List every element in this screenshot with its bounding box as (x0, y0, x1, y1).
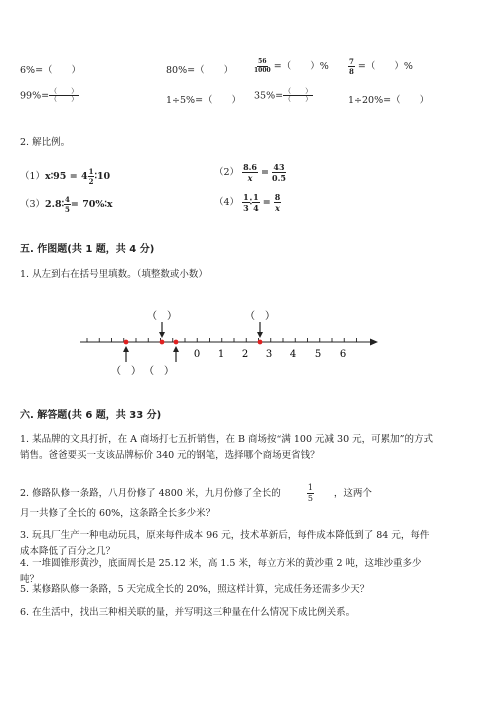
blank-fraction[interactable]: （ ） （ ） (284, 87, 313, 104)
fraction: $\frac{1}{5}$ (307, 483, 313, 503)
answer-blank[interactable]: （ ） (245, 311, 275, 322)
red-point (160, 340, 165, 345)
section-6-q5: 5. 某修路队修一条路，5 天完成全长的 20%，照这样计算，完成任务还需多少天？ (20, 584, 370, 595)
section-6-title: 六. 解答题(共 6 题，共 33 分) (20, 410, 162, 421)
red-point (124, 340, 129, 345)
calc-r2-c4: 1÷20%=（ ） (348, 95, 430, 106)
tick-labels (194, 349, 346, 360)
up-arrow-icon (173, 346, 179, 362)
red-point (174, 340, 179, 345)
answer-blank[interactable]: （ ） (111, 366, 141, 377)
section-6-q1: 1. 某品牌的文具打折，在 A 商场打七五折销售，在 B 商场按“满 100 元减 30 元，可累加”的方式销售。爸爸要买一支该品牌标价 340 元的钢笔，选择哪个商场更省钱？ (20, 434, 434, 461)
fraction: $\frac{7}{8}$ (349, 57, 354, 76)
arrow-right-icon (370, 339, 378, 346)
calc-r2-c2: 1÷5%=（ ） (166, 95, 242, 106)
section-5-q1: 1. 从左到右在括号里填数。（填整数或小数） (20, 269, 208, 280)
fraction: $\frac{1}{4}$ (253, 192, 259, 213)
q2-heading: 2. 解比例。 (20, 137, 71, 148)
tick-label: 6 (339, 349, 347, 360)
red-point (258, 340, 263, 345)
proportion-3: （3）2.8∶ $\frac{4}{5}$ = 70%∶x (20, 195, 113, 214)
calc-r1-c2: 80%=（ ） (166, 65, 234, 76)
tick-label: 5 (314, 349, 322, 360)
section-6-q4: 4. 一堆圆锥形黄沙，底面周长是 25.12 米，高 1.5 米，每立方米的黄沙重 2 吨，这堆沙重多少吨？ (20, 558, 422, 585)
calc-r2-c1: 99%= （ ） （ ） (20, 87, 79, 104)
proportion-4: （4） $\frac{1}{3}$ ∶ $\frac{1}{4}$ = $\frac{8}{x}$ (214, 192, 281, 213)
fraction: $\frac{8.6}{x}$ (243, 162, 257, 183)
section-6-q2-line2: 月一共修了全长的 60%，这条路全长多少米？ (20, 508, 216, 519)
blank-fraction[interactable]: （ ） （ ） (50, 87, 79, 104)
section-6-q3: 3. 玩具厂生产一种电动玩具，原来每件成本 96 元，技术革新后，每件成本降低到了 84 元，每件成本降低了百分之几？ (20, 530, 430, 557)
fraction: $\frac{56}{1000}$ (254, 58, 271, 74)
answer-blank[interactable]: （ ） (147, 311, 177, 322)
tick-label: 2 (241, 349, 249, 360)
calc-r2-c3: 35%= （ ） （ ） (254, 87, 313, 104)
up-arrow-icon (123, 346, 129, 362)
section-5-title: 五. 作图题(共 1 题，共 4 分) (20, 244, 155, 255)
fraction: $\frac{4}{5}$ (65, 195, 70, 214)
calc-r1-c1: 6%=（ ） (20, 65, 82, 76)
section-6-q2-line1: 2. 修路队修一条路，八月份修了 4800 米，九月份修了全长的 $\frac{1}{5}$ ，这两个 (20, 483, 372, 503)
calc-r1-c3: $\frac{56}{1000}$ =（ ）% (254, 58, 329, 74)
calc-r1-c4: $\frac{7}{8}$ =（ ）% (349, 57, 413, 76)
answer-blank[interactable]: （ ） (144, 366, 174, 377)
section-6-q6: 6. 在生活中，找出三种相关联的量，并写明这三种量在什么情况下成比例关系。 (20, 607, 356, 618)
fraction: $\frac{1}{3}$ (243, 192, 249, 213)
tick-label: 3 (265, 349, 273, 360)
tick-label: 4 (289, 349, 297, 360)
down-arrow-icon (159, 322, 165, 338)
down-arrow-icon (257, 322, 263, 338)
proportion-1: （1）x∶95 = 4 $\frac{1}{2}$ ∶10 (20, 167, 111, 186)
fraction: $\frac{1}{2}$ (88, 167, 94, 186)
tick-label: 1 (217, 349, 225, 360)
fraction: $\frac{43}{0.5}$ (272, 162, 286, 183)
tick-label: 0 (193, 349, 201, 360)
proportion-2: （2） $\frac{8.6}{x}$ = $\frac{43}{0.5}$ (214, 162, 286, 183)
number-line (0, 300, 500, 380)
fraction: $\frac{8}{x}$ (274, 192, 281, 213)
